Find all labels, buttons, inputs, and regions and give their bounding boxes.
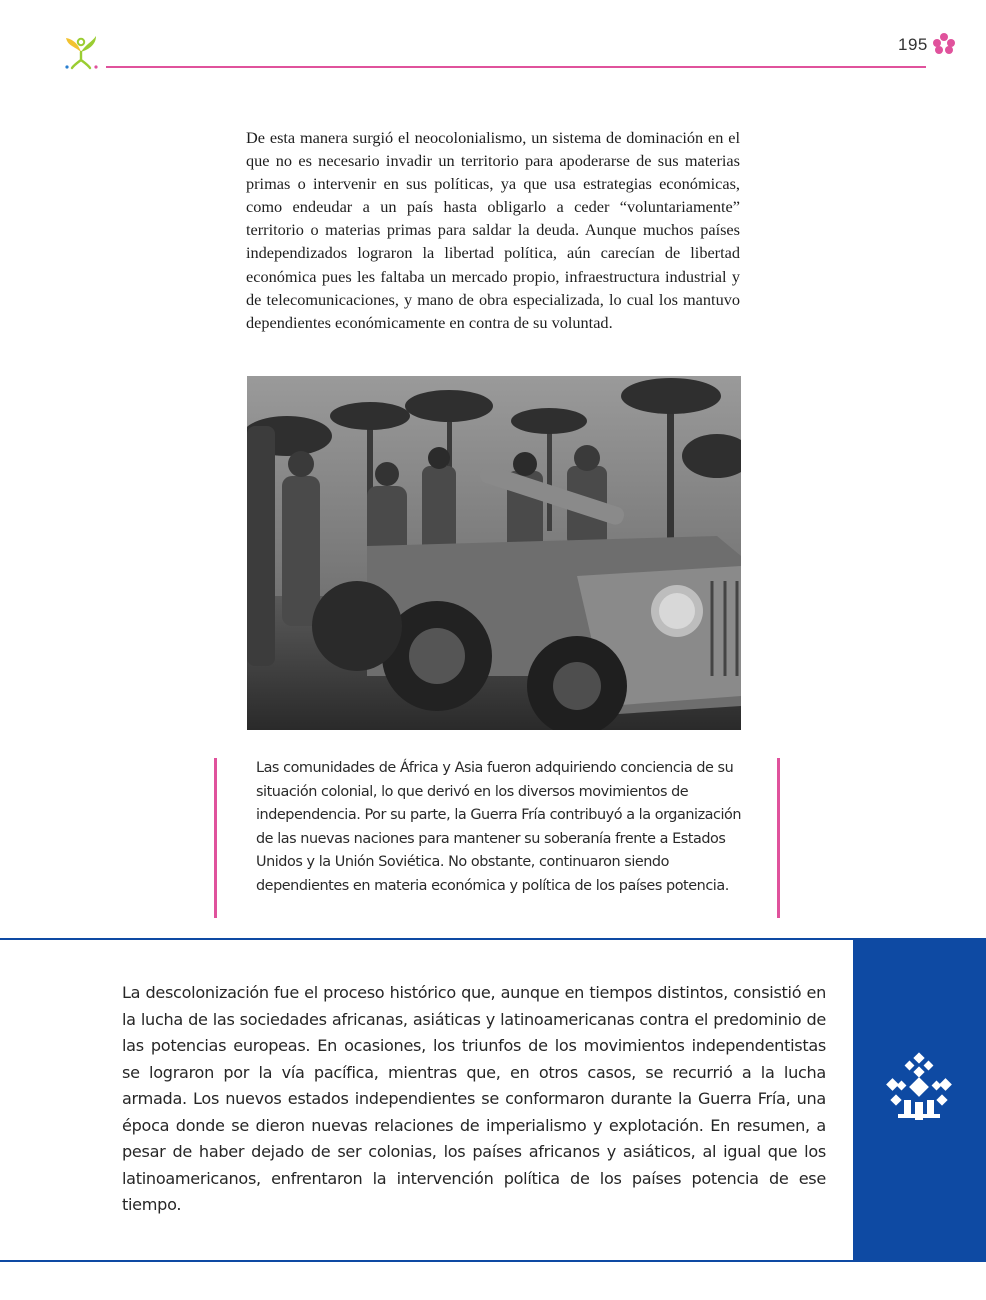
summary-paragraph: La descolonización fue el proceso histórico que, aunque en tiempos distintos, consistió en la lucha de las sociedades africanas, asiáticas y latinoamericanas contra el predominio de las potencias europeas. En ocasiones, los triunfos de los movimientos independentistas se lograron por la vía pacífica, mientras que, en otros casos, se recurrió a la lucha armada. Los nuevos estados independientes se conformaron durante la Guerra Fría, una época donde se dieron nuevas relaciones de imperialismo y explotación. En resumen, a pesar de haber dejado de ser colonias, los países africanos y asiáticos, al igual que los latinoamericanos, enfrentaron la intervención política de los países potencia de ese tiempo. <box>122 983 826 1214</box>
pink-flower-icon <box>930 32 958 56</box>
summary-bottom-rule <box>0 1260 986 1262</box>
historical-photo <box>247 376 741 730</box>
caption-right-bar <box>777 758 780 918</box>
header-rule <box>106 66 926 68</box>
sprout-figure-icon <box>60 30 102 72</box>
page-number: 195 <box>898 35 928 54</box>
caption-left-bar <box>214 758 217 918</box>
summary-top-rule <box>0 938 986 940</box>
photo-caption: Las comunidades de África y Asia fueron adquiriendo conciencia de su situación colonial, lo que derivó en los diversos movimientos de independencia. Por su parte, la Guerra Fría contribuyó a la organización de las nuevas naciones para mantener su soberanía frente a Estados Unidos y la Unión Soviética. No obstante, continuaron siendo dependientes en materia económica y política de los países potencia. <box>256 760 742 894</box>
intro-paragraph: De esta manera surgió el neocolonialismo, un sistema de dominación en el que no es necesario invadir un territorio para apoderarse de sus materias primas o intervenir en sus políticas, ya que usa estrategias económicas, como endeudar a un país hasta obligarlo a ceder “voluntariamente” territorio o materias primas para saldar la deuda. Aunque muchos países independizados lograron la libertad política, aún carecían de libertad económica pues les faltaba un mercado propio, infraestructura industrial y de telecomunicaciones, y mano de obra especializada, lo cual los mantuvo dependientes económicamente en contra de su voluntad. <box>246 128 740 332</box>
white-embroidery-flower-icon <box>884 1052 954 1122</box>
